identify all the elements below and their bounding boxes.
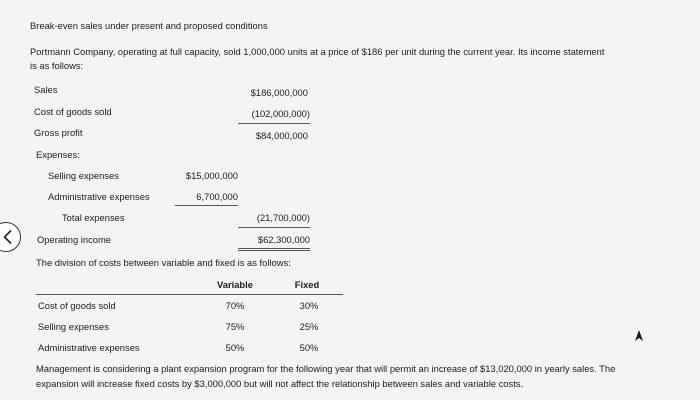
selling-expenses-value: $15,000,000 bbox=[185, 170, 238, 181]
admin-expenses-value: 6,700,000 bbox=[196, 191, 238, 202]
row-fixed: 30% bbox=[299, 300, 319, 311]
header-fixed: Fixed bbox=[294, 279, 320, 290]
operating-income-value: $62,300,000 bbox=[257, 234, 310, 245]
expenses-label: Expenses: bbox=[36, 149, 80, 160]
management-line-1: Management is considering a plant expansion program for the following year that will permit an increase of $13,020,000 in yearly sales. The bbox=[36, 363, 616, 374]
gross-profit-value: $84,000,000 bbox=[255, 130, 308, 141]
back-button[interactable] bbox=[0, 222, 21, 252]
operating-double-underline bbox=[238, 248, 310, 251]
row-variable: 75% bbox=[225, 321, 245, 332]
gross-profit-label: Gross profit bbox=[34, 127, 83, 138]
row-fixed: 25% bbox=[299, 321, 319, 332]
admin-expenses-label: Administrative expenses bbox=[48, 191, 150, 202]
row-variable: 50% bbox=[225, 342, 245, 353]
admin-underline bbox=[175, 205, 238, 206]
cogs-label: Cost of goods sold bbox=[34, 106, 112, 117]
operating-income-label: Operating income bbox=[37, 234, 111, 245]
total-expenses-label: Total expenses bbox=[62, 212, 125, 223]
row-variable: 70% bbox=[225, 300, 245, 311]
mouse-pointer-icon bbox=[634, 330, 644, 342]
page-title: Break-even sales under present and proposed conditions bbox=[30, 20, 268, 31]
header-variable: Variable bbox=[217, 279, 253, 290]
row-fixed: 50% bbox=[299, 342, 319, 353]
row-label: Cost of goods sold bbox=[38, 300, 116, 311]
intro-line-1: Portmann Company, operating at full capacity, sold 1,000,000 units at a price of $186 per unit during the current year. Its income statement bbox=[30, 46, 605, 57]
management-line-2: expansion will increase fixed costs by $3,000,000 but will not affect the relationship between sales and variable costs. bbox=[36, 378, 524, 389]
row-label: Administrative expenses bbox=[38, 342, 140, 353]
cogs-underline bbox=[238, 123, 310, 124]
sales-value: $186,000,000 bbox=[250, 87, 308, 98]
sales-label: Sales bbox=[34, 84, 58, 95]
selling-expenses-label: Selling expenses bbox=[48, 170, 119, 181]
row-label: Selling expenses bbox=[38, 321, 109, 332]
intro-line-2: is as follows: bbox=[30, 60, 84, 71]
division-text: The division of costs between variable and fixed is as follows: bbox=[36, 257, 291, 268]
total-expenses-value: (21,700,000) bbox=[256, 212, 310, 223]
total-underline bbox=[238, 227, 310, 228]
cogs-value: (102,000,000) bbox=[251, 108, 310, 119]
chevron-left-icon bbox=[3, 230, 12, 244]
table-header-rule bbox=[36, 294, 343, 295]
